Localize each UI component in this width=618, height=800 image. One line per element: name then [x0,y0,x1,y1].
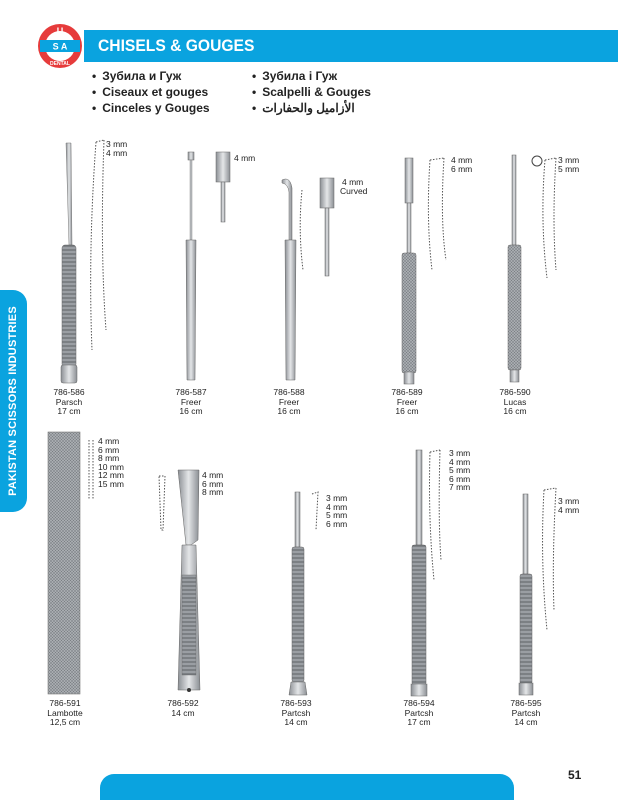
lang-italian: • Scalpelli & Gouges [252,84,371,100]
size-label: 6 mm [98,444,120,455]
size-label: 3 mm [558,496,580,506]
sizes-786-593 [326,494,347,528]
instrument-786-595 [519,488,556,695]
footer-bar [100,774,514,800]
size-label: 12 mm [98,470,124,481]
page-number: 51 [568,768,582,782]
caption-786-593 [261,699,331,728]
company-name: PAKISTAN SCISSORS INDUSTRIES [7,306,19,496]
instrument-786-586 [61,140,106,383]
sizes-786-591 [98,437,124,489]
item-length: 14 cm [171,707,195,718]
sizes-786-590 [558,156,579,173]
sizes-786-587 [234,154,255,163]
item-code: 786-593 [280,698,312,708]
caption-786-591 [30,699,100,728]
size-label: 5 mm [326,510,348,521]
instrument-786-589 [402,158,446,384]
caption-786-594 [384,699,454,728]
item-length: 16 cm [503,406,527,416]
size-label: 4 mm [98,436,120,446]
sizes-786-586 [106,140,127,157]
size-label: 15 mm [98,478,124,489]
caption-786-589 [372,388,442,417]
item-code: 786-588 [273,387,305,397]
size-label: 8 mm [202,487,224,498]
item-name: Freer [396,396,418,407]
item-name: Freer [180,396,202,407]
instrument-786-594 [411,450,441,696]
size-label: 6 mm [202,478,224,489]
lang-ukrainian: • Зубила і Гуж [252,68,371,84]
sizes-786-588 [340,178,367,195]
instrument-786-587 [186,152,230,380]
lang-arabic: • الأزاميل والحفارات [252,100,371,116]
sizes-786-595 [558,497,579,514]
instrument-786-590 [508,155,556,382]
caption-786-586 [34,388,104,417]
size-label: 4 mm [558,504,580,515]
size-label: 4 mm [326,501,348,512]
item-length: 14 cm [284,717,308,727]
size-label: 4 mm [202,470,224,480]
item-code: 786-591 [49,698,81,708]
size-label: 3 mm [326,493,348,503]
item-name: Freer [278,396,300,407]
item-code: 786-592 [167,698,199,708]
item-code: 786-590 [499,387,531,397]
caption-786-590 [480,388,550,417]
instrument-786-588 [282,178,334,380]
item-code: 786-586 [53,387,85,397]
svg-text:U: U [56,26,64,36]
page-title: CHISELS & GOUGES [98,36,255,55]
item-code: 786-594 [403,698,435,708]
size-label: 8 mm [98,453,120,464]
item-name: Lucas [503,396,527,407]
size-label: 7 mm [449,482,471,493]
item-code: 786-587 [175,387,207,397]
lang-french: • Ciseaux et gouges [92,84,210,100]
lang-spanish: • Cinceles y Gouges [92,100,210,116]
size-label: 6 mm [449,473,471,484]
sizes-786-594 [449,449,470,492]
instrument-786-593 [289,492,318,695]
size-label: 4 mm [451,155,473,165]
size-label: 10 mm [98,461,124,472]
instrument-786-592 [159,470,200,692]
item-name: Partcsh [404,707,434,718]
item-name: Lambotte [47,707,83,718]
caption-786-588 [254,388,324,417]
item-length: 16 cm [179,406,203,416]
caption-786-595 [491,699,561,728]
size-label: 3 mm [106,139,128,149]
item-code: 786-589 [391,387,423,397]
size-label: 4 mm [449,456,471,467]
item-length: 16 cm [277,406,301,416]
size-label: 3 mm [449,448,471,458]
item-length: 14 cm [514,717,538,727]
caption-786-587 [156,388,226,417]
instrument-786-591 [48,432,93,694]
item-length: 16 cm [395,406,419,416]
item-name: Partcsh [511,707,541,718]
sizes-786-589 [451,156,472,173]
size-label: 5 mm [558,163,580,174]
size-label: 6 mm [326,518,348,529]
svg-text:S A: S A [52,41,68,52]
sizes-786-592 [202,471,223,497]
size-label: 6 mm [451,163,473,174]
size-label: Curved [340,185,368,196]
item-length: 17 cm [57,406,81,416]
caption-786-592 [148,699,218,718]
item-length: 17 cm [407,717,431,727]
size-label: 4 mm [106,147,128,158]
size-label: 4 mm [234,153,256,163]
item-name: Parsch [55,396,83,407]
item-code: 786-595 [510,698,542,708]
size-label: 5 mm [449,465,471,476]
size-label: 4 mm [342,177,364,187]
item-length: 12,5 cm [49,717,81,727]
size-label: 3 mm [558,155,580,165]
svg-text:DENTAL: DENTAL [50,61,70,67]
item-name: Partcsh [281,707,311,718]
lang-russian: • Зубила и Гуж [92,68,210,84]
